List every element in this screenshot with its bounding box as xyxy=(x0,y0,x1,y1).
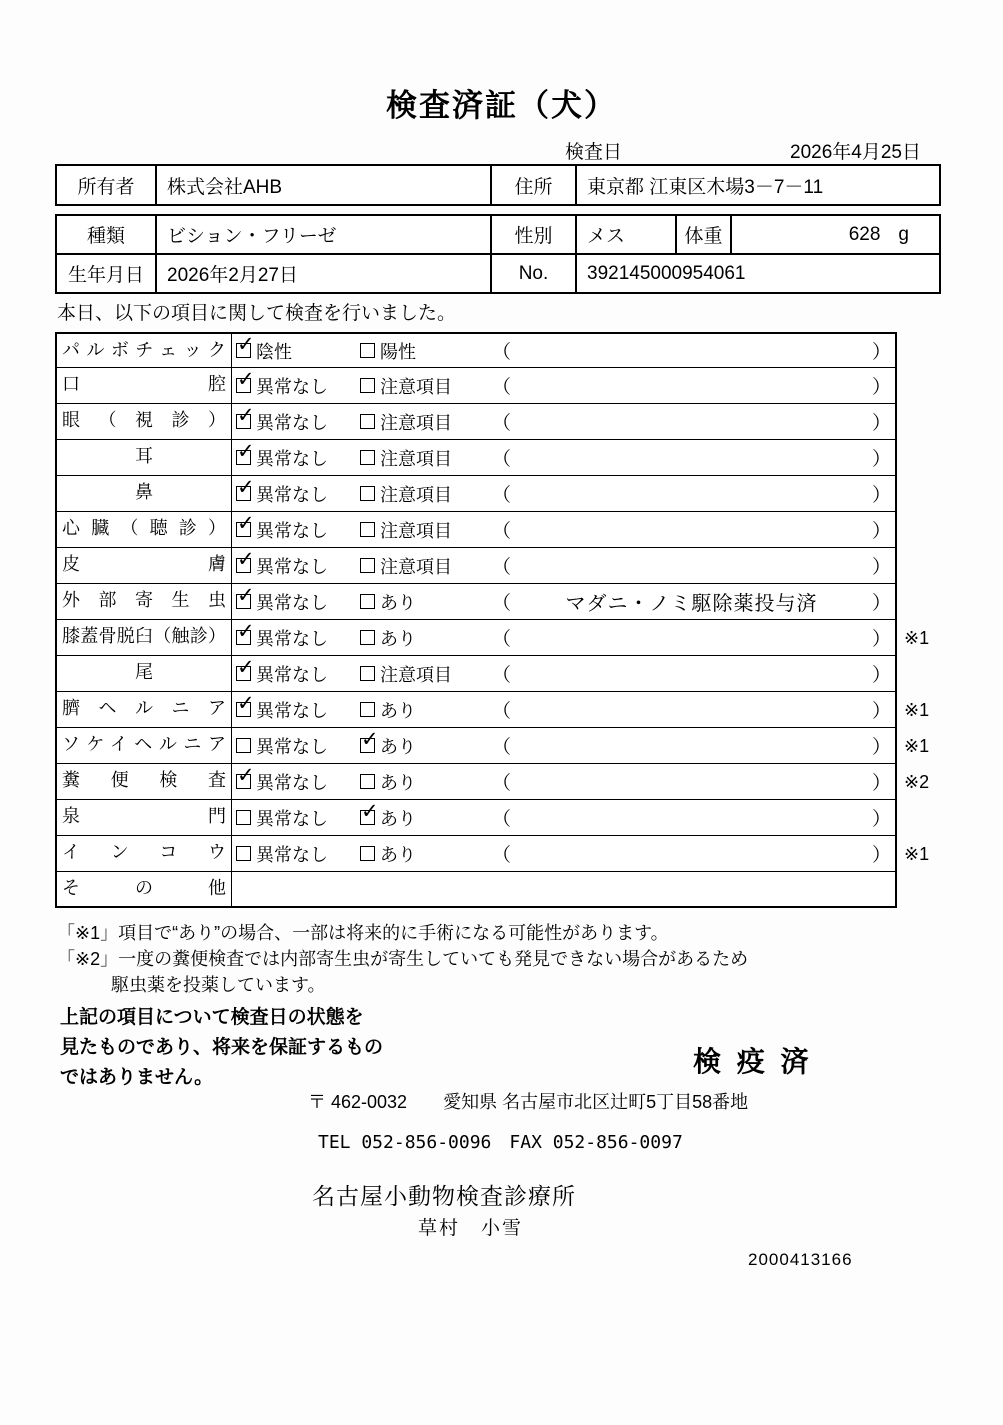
remarks-field xyxy=(492,444,895,471)
info-row-1 xyxy=(57,216,939,255)
open-paren: （ xyxy=(492,809,512,830)
breed-value: ビション・フリーゼ xyxy=(157,216,492,253)
checklist-row-inner xyxy=(55,548,897,584)
option-2 xyxy=(360,697,492,723)
option1-checkbox[interactable] xyxy=(236,846,251,861)
option1-checkbox[interactable] xyxy=(236,630,251,645)
close-paren: ） xyxy=(871,413,891,434)
remarks-field xyxy=(492,804,895,831)
footnote-mark xyxy=(897,332,941,368)
checklist-row xyxy=(55,620,945,656)
option1-checkbox[interactable] xyxy=(236,810,251,825)
checklist-row-content xyxy=(232,334,895,367)
close-paren: ） xyxy=(871,809,891,830)
option1-label: 異常なし xyxy=(256,628,328,649)
checklist-row xyxy=(55,548,945,584)
checklist-row-inner xyxy=(55,620,897,656)
option1-label: 異常なし xyxy=(256,520,328,541)
remarks-field xyxy=(492,768,895,795)
option1-label: 異常なし xyxy=(256,664,328,685)
owner-table xyxy=(55,164,941,206)
close-paren: ） xyxy=(871,342,891,363)
owner-label: 所有者 xyxy=(57,166,157,204)
option-2 xyxy=(360,409,492,435)
option-2 xyxy=(360,481,492,507)
option1-checkbox[interactable] xyxy=(236,558,251,573)
option-1 xyxy=(232,697,360,723)
checklist-item-label: 外部寄生虫 xyxy=(57,584,232,619)
close-paren: ） xyxy=(871,701,891,722)
inspection-date-label: 検査日 xyxy=(565,142,623,163)
checklist-row-inner xyxy=(55,512,897,548)
option1-checkbox[interactable] xyxy=(236,702,251,717)
disclaimer-line-3: ではありません。 xyxy=(60,1067,214,1088)
option-1 xyxy=(232,373,360,399)
footnote-mark xyxy=(897,872,941,908)
checklist-row-content xyxy=(232,836,895,871)
option-1 xyxy=(232,769,360,795)
option1-label: 異常なし xyxy=(256,376,328,397)
open-paren: （ xyxy=(492,701,512,722)
checklist-item-label: 糞便検査 xyxy=(57,764,232,799)
option2-checkbox[interactable] xyxy=(360,810,375,825)
checklist-row-content xyxy=(232,728,895,763)
checklist-item-label: 泉門 xyxy=(57,800,232,835)
option2-label: 注意項目 xyxy=(380,448,452,469)
option2-checkbox[interactable] xyxy=(360,666,375,681)
checklist-row-content xyxy=(232,764,895,799)
footnote-1: 「※1」項目で“あり”の場合、一部は将来的に手術になる可能性があります。 xyxy=(57,923,669,943)
info-row-2 xyxy=(57,255,939,292)
option1-checkbox[interactable] xyxy=(236,774,251,789)
option-2 xyxy=(360,373,492,399)
option-2 xyxy=(360,338,492,364)
option2-checkbox[interactable] xyxy=(360,450,375,465)
option2-label: 陽性 xyxy=(380,341,416,362)
remarks-field xyxy=(492,587,895,616)
open-paren: （ xyxy=(492,845,512,866)
checklist-item-label: 耳 xyxy=(57,440,232,475)
option2-checkbox[interactable] xyxy=(360,343,375,358)
checklist-item-label: インコウ xyxy=(57,836,232,871)
checklist-item-label: ソケイヘルニア xyxy=(57,728,232,763)
option2-label: あり xyxy=(380,736,416,757)
option-2 xyxy=(360,769,492,795)
open-paren: （ xyxy=(492,413,512,434)
option-1 xyxy=(232,409,360,435)
number-label: No. xyxy=(492,255,577,292)
option2-checkbox[interactable] xyxy=(360,702,375,717)
option1-checkbox[interactable] xyxy=(236,738,251,753)
footnotes xyxy=(57,920,748,998)
serial-number: 2000413166 xyxy=(748,1250,853,1269)
checklist-row-inner xyxy=(55,836,897,872)
remarks-field xyxy=(492,840,895,867)
disclaimer-line-1: 上記の項目について検査日の状態を xyxy=(60,1007,364,1028)
footnote-mark: ※1 xyxy=(904,628,930,648)
checklist-row-inner xyxy=(55,872,897,908)
checklist-row xyxy=(55,584,945,620)
checklist-row xyxy=(55,764,945,800)
checklist-row-inner xyxy=(55,584,897,620)
remarks-field xyxy=(492,696,895,723)
checklist-row-inner xyxy=(55,656,897,692)
close-paren: ） xyxy=(871,737,891,758)
checklist-item-label: パルボチェック xyxy=(57,334,232,367)
option2-label: 注意項目 xyxy=(380,520,452,541)
option2-checkbox[interactable] xyxy=(360,738,375,753)
option2-checkbox[interactable] xyxy=(360,558,375,573)
checklist-row-content xyxy=(232,404,895,439)
option2-checkbox[interactable] xyxy=(360,594,375,609)
option-2 xyxy=(360,625,492,651)
close-paren: ） xyxy=(871,665,891,686)
footnote-mark: ※2 xyxy=(904,772,930,792)
option1-label: 異常なし xyxy=(256,412,328,433)
checklist-row xyxy=(55,368,945,404)
checklist-row-content xyxy=(232,800,895,835)
option-1 xyxy=(232,338,360,364)
option-1 xyxy=(232,661,360,687)
option1-label: 異常なし xyxy=(256,448,328,469)
checklist-row-content xyxy=(232,656,895,691)
checklist-row-content xyxy=(232,368,895,403)
checklist-item-label: 眼（視診） xyxy=(57,404,232,439)
weight-value: 628 xyxy=(848,223,881,245)
option2-label: 注意項目 xyxy=(380,412,452,433)
disclaimer xyxy=(60,1003,383,1093)
weight-cell xyxy=(732,216,939,253)
footnote-mark xyxy=(897,404,941,440)
footnote-mark xyxy=(897,476,941,512)
option1-label: 異常なし xyxy=(256,844,328,865)
checklist-row-inner xyxy=(55,440,897,476)
checklist-table xyxy=(55,332,945,908)
open-paren: （ xyxy=(492,342,512,363)
option1-checkbox[interactable] xyxy=(236,450,251,465)
checklist-item-label: 臍ヘルニア xyxy=(57,692,232,727)
option2-label: あり xyxy=(380,772,416,793)
close-paren: ） xyxy=(871,845,891,866)
checklist-row-content xyxy=(232,620,895,655)
option-2 xyxy=(360,841,492,867)
weight-unit: g xyxy=(898,223,909,245)
close-paren: ） xyxy=(871,449,891,470)
open-paren: （ xyxy=(492,629,512,650)
quarantine-stamp: 検 疫 済 xyxy=(693,1046,813,1077)
open-paren: （ xyxy=(492,737,512,758)
checklist-row xyxy=(55,800,945,836)
checklist-row-content xyxy=(232,584,895,619)
close-paren: ） xyxy=(871,593,891,614)
open-paren: （ xyxy=(492,377,512,398)
footnote-2: 「※2」一度の糞便検査では内部寄生虫が寄生していても発見できない場合があるため xyxy=(57,949,749,969)
checklist-row xyxy=(55,404,945,440)
option1-label: 異常なし xyxy=(256,556,328,577)
owner-value: 株式会社AHB xyxy=(157,166,492,204)
checklist-row xyxy=(55,728,945,764)
close-paren: ） xyxy=(871,773,891,794)
close-paren: ） xyxy=(871,557,891,578)
checklist-item-label: 膝蓋骨脱臼（触診） xyxy=(57,620,232,655)
remarks-field xyxy=(492,408,895,435)
option-1 xyxy=(232,445,360,471)
option-1 xyxy=(232,481,360,507)
birthdate-label: 生年月日 xyxy=(57,255,157,292)
remarks-field xyxy=(492,732,895,759)
checklist-row-content xyxy=(232,476,895,511)
inspection-date-row xyxy=(565,137,921,164)
remarks-field xyxy=(492,480,895,507)
option2-checkbox[interactable] xyxy=(360,486,375,501)
checklist-item-label: 鼻 xyxy=(57,476,232,511)
option2-label: 注意項目 xyxy=(380,484,452,505)
close-paren: ） xyxy=(871,485,891,506)
option1-label: 異常なし xyxy=(256,736,328,757)
remarks-field xyxy=(492,516,895,543)
checklist-row-inner xyxy=(55,476,897,512)
option-1 xyxy=(232,733,360,759)
option-2 xyxy=(360,589,492,615)
option-1 xyxy=(232,589,360,615)
footnote-mark xyxy=(897,440,941,476)
option2-checkbox[interactable] xyxy=(360,414,375,429)
open-paren: （ xyxy=(492,773,512,794)
checklist-row-inner xyxy=(55,728,897,764)
option2-label: あり xyxy=(380,592,416,613)
checklist-item-label: 心臓（聴診） xyxy=(57,512,232,547)
option2-label: あり xyxy=(380,844,416,865)
checklist-row xyxy=(55,512,945,548)
footnote-mark: ※1 xyxy=(904,736,930,756)
remarks-field xyxy=(492,337,895,364)
sex-label: 性別 xyxy=(492,216,577,253)
footnote-2-continued: 駆虫薬を投薬しています。 xyxy=(111,975,326,995)
option2-label: あり xyxy=(380,808,416,829)
option1-label: 異常なし xyxy=(256,484,328,505)
footnote-mark: ※1 xyxy=(904,844,930,864)
checklist-row-content xyxy=(232,872,895,906)
option2-label: あり xyxy=(380,628,416,649)
birthdate-value: 2026年2月27日 xyxy=(157,255,492,292)
intro-sentence: 本日、以下の項目に関して検査を行いました。 xyxy=(57,303,457,324)
clinic-name: 名古屋小動物検査診療所 xyxy=(312,1183,576,1209)
inspection-date-value: 2026年4月25日 xyxy=(790,142,921,163)
address-label: 住所 xyxy=(492,166,577,204)
remarks-field xyxy=(492,552,895,579)
option1-checkbox[interactable] xyxy=(236,522,251,537)
checklist-row xyxy=(55,440,945,476)
option2-label: 注意項目 xyxy=(380,376,452,397)
option2-checkbox[interactable] xyxy=(360,522,375,537)
remarks-field xyxy=(492,372,895,399)
option2-checkbox[interactable] xyxy=(360,774,375,789)
address-value: 東京都 江東区木場3－7－11 xyxy=(587,176,824,198)
checklist-row-inner xyxy=(55,332,897,368)
sex-value: メス xyxy=(577,216,677,253)
remarks-text: マダニ・ノミ駆除薬投与済 xyxy=(565,593,818,615)
option2-label: 注意項目 xyxy=(380,664,452,685)
breed-label: 種類 xyxy=(57,216,157,253)
open-paren: （ xyxy=(492,449,512,470)
option-2 xyxy=(360,553,492,579)
close-paren: ） xyxy=(871,521,891,542)
checklist-item-label: 尾 xyxy=(57,656,232,691)
remarks-field xyxy=(492,624,895,651)
open-paren: （ xyxy=(492,665,512,686)
open-paren: （ xyxy=(492,485,512,506)
option1-checkbox[interactable] xyxy=(236,414,251,429)
option-2 xyxy=(360,445,492,471)
option2-label: あり xyxy=(380,700,416,721)
clinic-address: 〒 462-0032 愛知県 名古屋市北区辻町5丁目58番地 xyxy=(308,1092,749,1112)
number-value: 392145000954061 xyxy=(587,262,746,284)
open-paren: （ xyxy=(492,521,512,542)
checklist-row-content xyxy=(232,692,895,727)
checklist-row-inner xyxy=(55,764,897,800)
checklist-row-content xyxy=(232,548,895,583)
open-paren: （ xyxy=(492,557,512,578)
checklist-row xyxy=(55,656,945,692)
footnote-mark xyxy=(897,368,941,404)
checklist-row xyxy=(55,836,945,872)
footnote-mark xyxy=(897,584,941,620)
option2-checkbox[interactable] xyxy=(360,846,375,861)
close-paren: ） xyxy=(871,377,891,398)
option-1 xyxy=(232,625,360,651)
checklist-row-content xyxy=(232,440,895,475)
footnote-mark xyxy=(897,800,941,836)
footnote-mark: ※1 xyxy=(904,700,930,720)
option1-label: 異常なし xyxy=(256,700,328,721)
open-paren: （ xyxy=(492,593,512,614)
option1-checkbox[interactable] xyxy=(236,486,251,501)
checklist-row xyxy=(55,692,945,728)
footnote-mark xyxy=(897,656,941,692)
option-2 xyxy=(360,517,492,543)
checklist-row-inner xyxy=(55,368,897,404)
checklist-item-label: 口腔 xyxy=(57,368,232,403)
checklist-row-inner xyxy=(55,404,897,440)
option-2 xyxy=(360,733,492,759)
weight-label: 体重 xyxy=(677,216,732,253)
option2-checkbox[interactable] xyxy=(360,378,375,393)
checklist-row-inner xyxy=(55,692,897,728)
footnote-mark xyxy=(897,548,941,584)
option1-checkbox[interactable] xyxy=(236,666,251,681)
option-2 xyxy=(360,805,492,831)
checklist-row xyxy=(55,476,945,512)
option-1 xyxy=(232,517,360,543)
option1-checkbox[interactable] xyxy=(236,343,251,358)
option1-label: 陰性 xyxy=(256,341,292,362)
disclaimer-line-2: 見たものであり、将来を保証するもの xyxy=(60,1037,384,1058)
page-title: 検査済証（犬） xyxy=(386,88,617,123)
option1-checkbox[interactable] xyxy=(236,594,251,609)
option1-label: 異常なし xyxy=(256,592,328,613)
option-1 xyxy=(232,805,360,831)
option1-label: 異常なし xyxy=(256,772,328,793)
footnote-mark xyxy=(897,512,941,548)
checklist-row xyxy=(55,872,945,908)
option-1 xyxy=(232,841,360,867)
checklist-item-label: その他 xyxy=(57,872,232,906)
option-1 xyxy=(232,553,360,579)
close-paren: ） xyxy=(871,629,891,650)
checklist-row-content xyxy=(232,512,895,547)
option1-label: 異常なし xyxy=(256,808,328,829)
checklist-row-inner xyxy=(55,800,897,836)
veterinarian-name: 草村 小雪 xyxy=(418,1218,524,1239)
checklist-item-label: 皮膚 xyxy=(57,548,232,583)
checklist-row xyxy=(55,332,945,368)
option2-label: 注意項目 xyxy=(380,556,452,577)
option1-checkbox[interactable] xyxy=(236,378,251,393)
info-table xyxy=(55,214,941,294)
option2-checkbox[interactable] xyxy=(360,630,375,645)
option-2 xyxy=(360,661,492,687)
remarks-field xyxy=(492,660,895,687)
clinic-tel-fax: TEL 052-856-0096 FAX 052-856-0097 xyxy=(318,1132,683,1153)
